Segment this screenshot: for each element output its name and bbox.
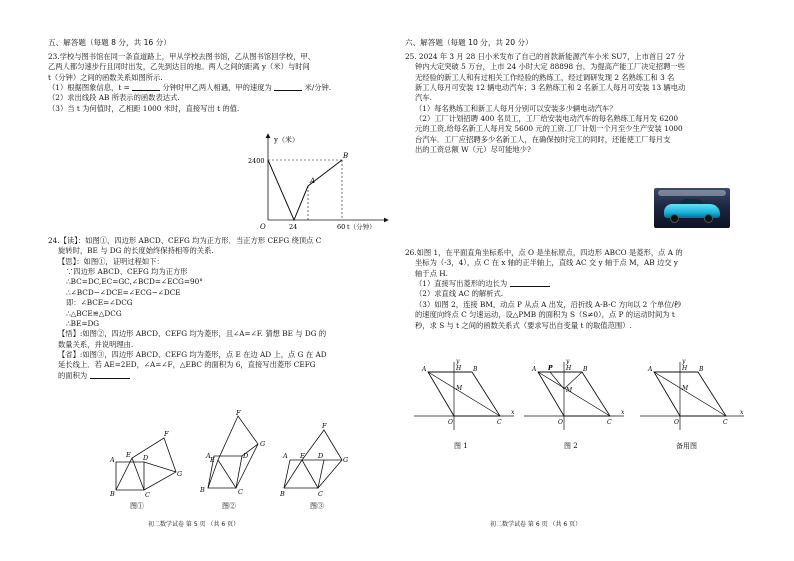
svg-text:y: y [682, 358, 686, 365]
xiaomi-su7-photo [654, 188, 730, 228]
svg-text:x: x [621, 409, 625, 416]
svg-text:B: B [110, 490, 115, 498]
graph-ytick-2400: 2400 [248, 157, 265, 165]
q23-part3: （3）当 t 为何值时，乙相距 1000 米时，直接写出 t 的值. [48, 103, 240, 113]
q26-part1 [405, 279, 757, 289]
fig1-caption: 图① [130, 502, 144, 510]
svg-text:C: C [723, 419, 728, 426]
q26-part1-text: （1）直接写出菱形的边长为 [415, 279, 508, 289]
q24-block [48, 236, 393, 381]
q25-part1: （1）每名熟练工和新工人每月分别可以安装多少辆电动汽车？ [415, 103, 617, 113]
q24-think: 【思】：如图①，证明过程如下： [58, 256, 164, 266]
graph-point-B: B [343, 152, 349, 160]
q24-apply-3-text: 的面积为 [58, 370, 88, 380]
q26-part2: （2）求直线 AC 的解析式. [415, 289, 504, 299]
svg-text:H: H [456, 365, 462, 372]
q25-part2-1: （2）工厂计划招聘 400 名员工，工厂给安装电动汽车的每名熟练工每月发 6200 [415, 113, 679, 123]
svg-text:A: A [422, 366, 427, 373]
q26-spare-caption: 备用图 [676, 442, 697, 450]
footer-page-5: 初二数学试卷 第 5 页 （共 6 页） [148, 521, 240, 528]
q24-proof-6: ∴BE=DG [66, 318, 100, 328]
svg-text:B: B [699, 366, 704, 373]
fig2-caption: 图② [222, 502, 236, 510]
q23-part2: （2）求出线段 AB 所表示的函数表达式. [48, 93, 180, 103]
q26-answer-blank[interactable] [510, 279, 550, 287]
svg-text:F: F [322, 422, 327, 430]
svg-text:G: G [260, 440, 266, 448]
svg-text:M: M [456, 385, 463, 392]
q26-part3-1: （3）如图 2，连接 BM，动点 P 从点 A 出发，沿折线 A-B-C 方向以 2 个单位/秒 [415, 299, 682, 309]
graph-xtick-60: 60 [337, 223, 346, 231]
fig3-caption: 图③ [310, 502, 324, 510]
q25-line5: 汽车. [415, 93, 432, 103]
svg-text:C: C [318, 490, 323, 498]
svg-text:B: B [280, 490, 285, 498]
svg-text:D: D [143, 454, 149, 462]
q24-apply-1: 【省】:如图③，四边形 ABCD、CEFG 均为菱形，点 E 在边 AD 上，点 G 在 AD [58, 349, 327, 359]
svg-text:E: E [210, 456, 215, 464]
svg-text:H: H [682, 365, 688, 372]
right-column [405, 38, 757, 155]
svg-text:F: F [236, 409, 241, 417]
svg-text:C: C [145, 491, 150, 499]
svg-text:B: B [473, 366, 478, 373]
q24-proof-1: ∵四边形 ABCD、CEFG 均为正方形 [66, 267, 188, 277]
q23-answer-blank-t[interactable] [132, 83, 160, 91]
q25-part2-3: 台汽车．工厂应招聘多少名新工人，在确保按时完工的同时，还能使工厂每月支 [415, 134, 671, 144]
q25-line3: 无经验的新工人和有过相关工作经验的熟练工，经过调研发现 2 名熟练工和 3 名 [415, 72, 675, 82]
footer-page-6: 初二数学试卷 第 6 页 （共 6 页） [490, 521, 582, 528]
q23-distance-time-graph [246, 132, 396, 232]
q23-stem-line2: 乙两人都匀速步行且同时出发，乙先到达目的地。两人之间的距离 y（米）与时间 [48, 62, 310, 72]
svg-text:P: P [548, 365, 553, 372]
svg-text:A: A [648, 366, 653, 373]
q26-block [405, 248, 757, 331]
svg-text:E: E [126, 451, 131, 459]
q25-part2-2: 元的工资,给每名新工人每月发 5600 元的工资.工厂计划一个月至少生产安装 1000 [415, 124, 683, 134]
svg-text:x: x [511, 409, 515, 416]
q23-answer-blank-speed[interactable] [274, 83, 302, 91]
svg-text:A: A [532, 366, 537, 373]
q24-proof-3: ∴∠BCD−∠DCE=∠ECG−∠DCE [66, 287, 181, 297]
svg-text:B: B [200, 486, 205, 494]
q26-line3: 轴于点 H. [415, 268, 448, 278]
svg-text:C: C [607, 419, 612, 426]
q25-part2-4: 出的工资总额 W（元）尽可能地少? [415, 145, 531, 155]
svg-text:M: M [566, 387, 573, 394]
q26-fig1-caption: 图 1 [454, 442, 468, 450]
svg-text:M: M [682, 385, 689, 392]
q24-apply-2: 延长线上．若 AE=2ED，∠A=∠F，△EBC 的面积为 6，直接写出菱形 CEFG [58, 360, 316, 370]
svg-text:B: B [583, 366, 588, 373]
q24-proof-4: 即：∠BCE=∠DCG [66, 298, 133, 308]
graph-origin: O [260, 223, 266, 231]
q23-part1-b: 分钟时甲乙两人相遇，甲的速度为 [162, 82, 272, 92]
svg-text:D: D [318, 452, 324, 460]
svg-text:G: G [343, 456, 349, 464]
svg-text:y: y [456, 358, 460, 365]
q26-line2: 坐标为（-3，4），点 C 在 x 轴的正半轴上，直线 AC 交 y 轴于点 M，AB 边交 y [415, 258, 678, 268]
q26-figure-2 [520, 356, 628, 452]
graph-xlabel: t（分钟） [347, 223, 376, 231]
q23-part1 [48, 83, 393, 93]
svg-text:O: O [674, 419, 679, 426]
q24-proof-5: ∴△BCE≌△DCG [66, 308, 122, 318]
q24-guess-1: 【悟】:如图②，四边形 ABCD、CEFG 均为菱形，且∠A=∠F. 猜想 BE 与 DG 的 [58, 329, 327, 339]
svg-text:O: O [558, 419, 563, 426]
svg-text:A: A [110, 456, 115, 464]
q23-stem-line3: t（分钟）之间的函数关系如图所示. [48, 72, 163, 82]
q23-part1-a: （1）根据图象信息，t = [48, 82, 130, 92]
svg-text:E: E [300, 452, 305, 460]
svg-text:D: D [243, 452, 249, 460]
graph-ylabel: y（米） [274, 136, 299, 144]
svg-text:H: H [566, 365, 572, 372]
square-abcd [116, 462, 144, 490]
q26-line1: 26.如图 1，在平面直角坐标系中，点 O 是坐标原点，四边形 ABCO 是菱形，点 A 的 [405, 248, 683, 257]
q26-part3-3: 秒，求 S 与 t 之间的函数关系式（要求写出自变量 t 的取值范围）. [415, 320, 632, 330]
svg-text:x: x [740, 409, 744, 416]
q24-answer-blank[interactable] [90, 371, 130, 379]
svg-text:O: O [448, 419, 453, 426]
section-six-title: 六、解答题（每题 10 分，共 20 分） [405, 38, 533, 47]
q24-figure-3 [280, 416, 370, 512]
q26-fig2-caption: 图 2 [564, 442, 578, 450]
q24-figure-2 [196, 408, 276, 512]
q25-line2: 钟内大定突破 5 万台，上市 24 小时大定 88898 台，为提高产能工厂决定招聘一些 [415, 62, 685, 72]
q24-read-line1: 24.【读】：如图①，四边形 ABCD、CEFG 均为正方形．当正方形 CEFG 绕顶点 C [48, 236, 322, 245]
q25-line1: 25. 2024 年 3 月 28 日小米发布了自己的首款新能源汽车小米 SU7，上市首日 27 分 [405, 51, 685, 61]
svg-text:A: A [283, 452, 288, 460]
svg-text:C: C [497, 419, 502, 426]
section-five-title: 五、解答题（每题 8 分，共 16 分） [48, 38, 171, 47]
svg-text:y: y [566, 358, 570, 365]
q23-stem-line1: 23.学校与图书馆在同一条直道路上，甲从学校去图书馆，乙从图书馆回学校，甲、 [48, 51, 315, 61]
q24-guess-2: 数量关系，并说明理由. [58, 339, 134, 349]
square-cefg [132, 438, 176, 490]
q26-figure-1 [410, 356, 518, 452]
q23-part1-c: 米/分钟. [304, 82, 332, 92]
q24-proof-2: ∴BC=DC,EC=GC,∠BCD=∠ECG=90° [66, 277, 203, 287]
graph-polyline [268, 160, 342, 220]
svg-text:A: A [206, 452, 211, 460]
svg-text:F: F [164, 430, 169, 438]
q24-figure-1 [108, 424, 188, 512]
q26-figure-spare [636, 356, 748, 452]
q24-apply-3 [48, 371, 393, 381]
graph-xtick-24: 24 [289, 223, 298, 231]
svg-text:G: G [177, 470, 183, 478]
q25-line4: 新工人每月可安装 12 辆电动汽车；3 名熟练工和 2 名新工人每月可安装 13 辆电动 [415, 82, 686, 92]
q24-read-line2: 旋转时，BE 与 DG 的长度始终保持相等的关系. [58, 246, 214, 256]
svg-text:C: C [238, 488, 243, 496]
left-column [48, 38, 393, 114]
q26-part3-2: 的速度向终点 C 匀速运动，设△PMB 的面积为 S（S≠0），点 P 的运动时间为 t [415, 310, 675, 320]
graph-point-A: A [310, 177, 316, 185]
